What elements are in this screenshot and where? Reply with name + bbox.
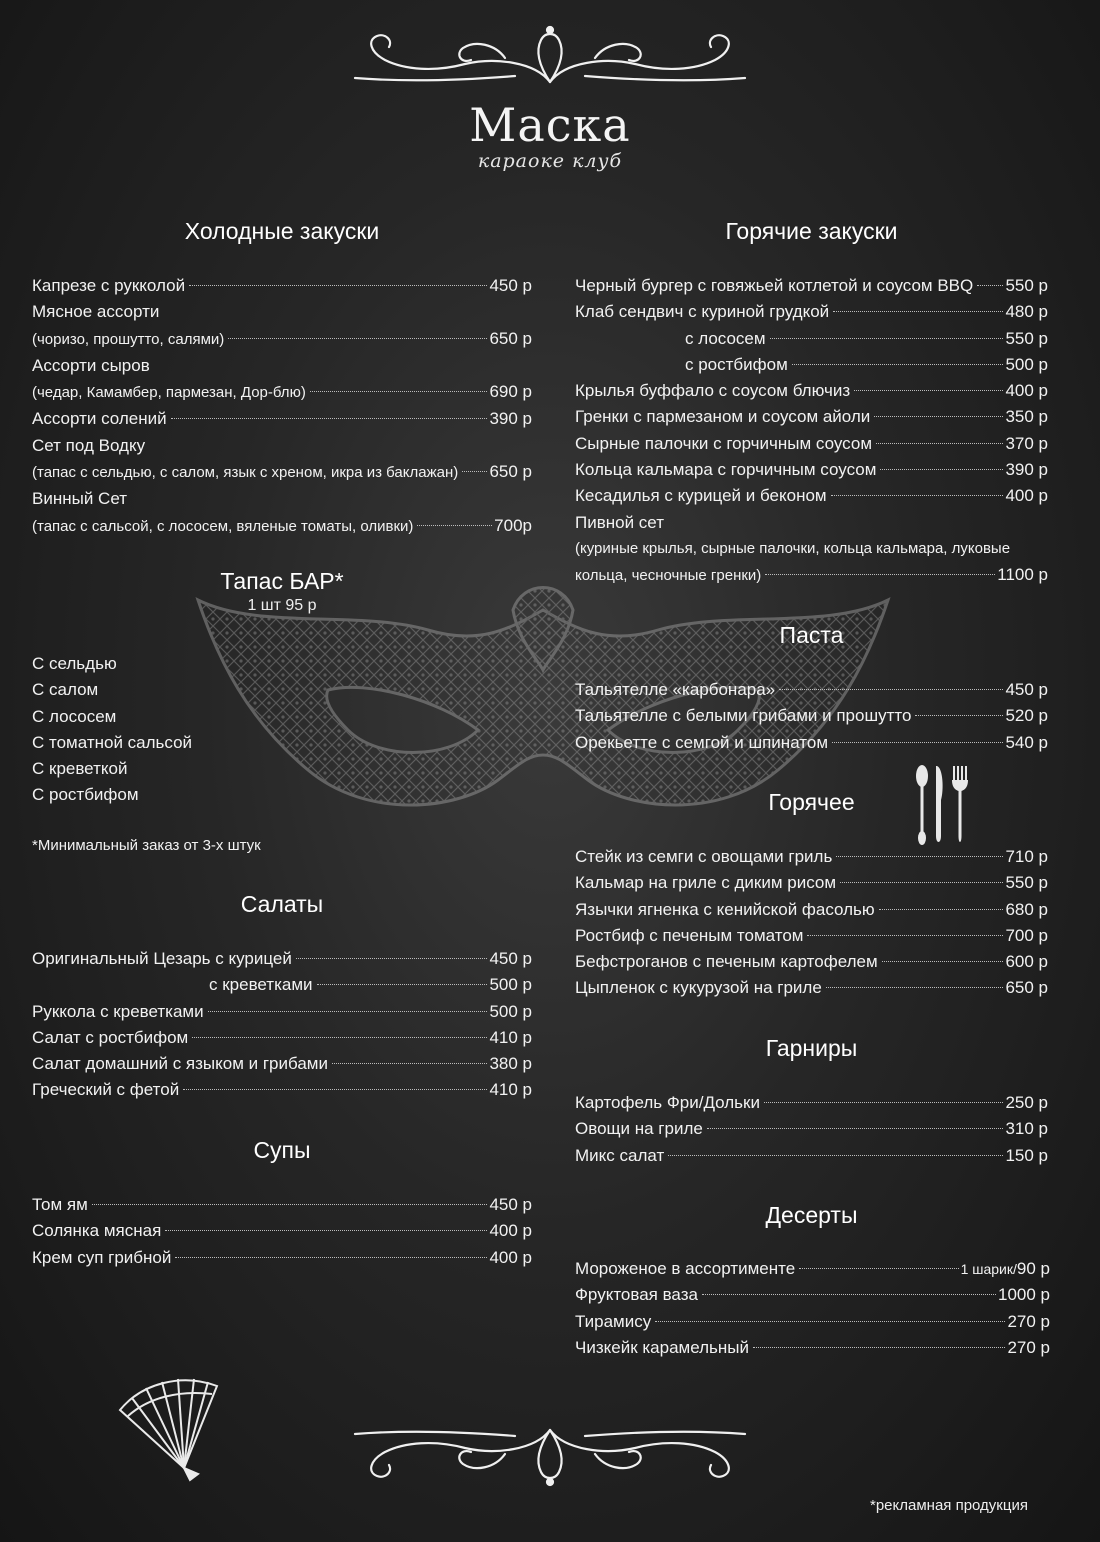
list-item: с ростбифом 500 р [685, 354, 1048, 374]
brand-block [0, 98, 1100, 172]
list-item: С креветкой [32, 759, 128, 779]
list-item: С ростбифом [32, 785, 139, 805]
list-item: С лососем [32, 706, 117, 726]
hot-snacks-heading: Горячие закуски [725, 218, 898, 244]
list-item: Капрезе с рукколой 450 р [32, 276, 532, 295]
list-item: Ростбиф с печеным томатом 700 р [575, 925, 1048, 945]
list-item: Микс салат 150 р [575, 1145, 1048, 1165]
list-item: Гренки с пармезаном и соусом айоли 350 р [575, 407, 1048, 427]
list-item: (чоризо, прошутто, салями) 650 р [32, 328, 532, 348]
list-item: Мясное ассорти [32, 302, 160, 322]
list-item: Фруктовая ваза 1000 р [575, 1285, 1050, 1305]
brand-title: Маска [469, 98, 631, 152]
cold-list [32, 273, 532, 540]
list-item: С сельдью [32, 654, 117, 673]
brand-subtitle: караоке клуб [477, 150, 623, 172]
list-item: Оригинальный Цезарь с курицей 450 р [32, 949, 532, 968]
list-item: Греческий с фетой 410 р [32, 1080, 532, 1100]
hot-heading: Горячее [768, 789, 855, 815]
hot-snacks-list [575, 273, 1048, 590]
pasta-heading: Паста [779, 622, 844, 648]
list-item: Чизкейк карамельный 270 р [575, 1337, 1050, 1357]
list-item: Ассорти сыров [32, 355, 150, 375]
list-item: Кесадилья с курицей и беконом 400 р [575, 486, 1048, 506]
list-item: Том ям 450 р [32, 1195, 532, 1214]
list-item: Тальятелле с белыми грибами и прошутто 520 р [575, 706, 1048, 726]
list-item: Мороженое в ассортименте 1 шарик/90 р [575, 1259, 1050, 1278]
list-item: Салат домашний с языком и грибами 380 р [32, 1054, 532, 1074]
list-item: Крем суп грибной 400 р [32, 1247, 532, 1267]
list-item: (чедар, Камамбер, пармезан, Дор-блю) 690 р [32, 382, 532, 402]
list-item: Цыпленок с кукурузой на гриле 650 р [575, 978, 1048, 998]
desserts-section [575, 1200, 1048, 1230]
list-item: (куриные крылья, сырные палочки, кольца кальмара, луковые [575, 539, 1011, 557]
salads-list [32, 946, 532, 1104]
hot-section [575, 787, 1048, 817]
cold-section [32, 216, 532, 246]
list-item: Стейк из семги с овощами гриль 710 р [575, 847, 1048, 866]
list-item: кольца, чесночные гренки) 1100 р [575, 565, 1048, 585]
list-item: Солянка мясная 400 р [32, 1221, 532, 1241]
sides-list [575, 1090, 1048, 1169]
hot-list [575, 844, 1048, 1002]
tapas-heading: Тапас БАР* [220, 568, 344, 594]
list-item: Ассорти солений 390 р [32, 409, 532, 429]
cutlery-icon [912, 764, 972, 848]
list-item: Кальмар на гриле с диким рисом 550 р [575, 873, 1048, 893]
list-item: с лососем 550 р [685, 328, 1048, 348]
flourish-top-icon [345, 22, 755, 92]
desserts-heading: Десерты [765, 1202, 858, 1228]
list-item: с креветками 500 р [209, 975, 532, 995]
desserts-list [575, 1256, 1050, 1361]
list-item: Овощи на гриле 310 р [575, 1119, 1048, 1139]
tapas-list [32, 651, 532, 809]
soups-list [32, 1192, 532, 1271]
tapas-subheading: 1 шт 95 р [247, 597, 317, 614]
cold-heading: Холодные закуски [184, 218, 380, 244]
list-item: Клаб сендвич с куриной грудкой 480 р [575, 302, 1048, 322]
list-item: Пивной сет [575, 512, 664, 532]
list-item: Сырные палочки с горчичным соусом 370 р [575, 433, 1048, 453]
soups-heading: Супы [253, 1137, 311, 1163]
tapas-section [32, 566, 532, 616]
list-item: Язычки ягненка с кенийской фасолью 680 р [575, 899, 1048, 919]
sides-heading: Гарниры [765, 1035, 858, 1061]
list-item: Крылья буффало с соусом блючиз 400 р [575, 381, 1048, 401]
hot-snacks-section [575, 216, 1048, 246]
sides-section [575, 1033, 1048, 1063]
list-item: (тапас с сальсой, с лососем, вяленые томаты, оливки) 700р [32, 515, 532, 535]
flourish-bottom-icon [345, 1420, 755, 1490]
list-item: (тапас с сельдью, с салом, язык с хреном, икра из баклажан) 650 р [32, 462, 532, 482]
soups-section [32, 1135, 532, 1165]
list-item: Орекьетте с семгой и шпинатом 540 р [575, 732, 1048, 752]
list-item: Бефстроганов с печеным картофелем 600 р [575, 952, 1048, 972]
list-item: Винный Сет [32, 489, 128, 509]
footnote: *рекламная продукция [870, 1497, 1028, 1514]
salads-heading: Салаты [240, 891, 324, 917]
list-item: С томатной сальсой [32, 732, 193, 752]
tapas-note: *Минимальный заказ от 3-х штук [32, 837, 261, 854]
list-item: Сет под Водку [32, 435, 146, 455]
salads-section [32, 889, 532, 919]
list-item: Салат с ростбифом 410 р [32, 1027, 532, 1047]
fan-icon [112, 1368, 222, 1483]
list-item: С салом [32, 680, 99, 700]
pasta-section [575, 620, 1048, 650]
pasta-list [575, 677, 1048, 756]
list-item: Кольца кальмара с горчичным соусом 390 р [575, 460, 1048, 480]
list-item: Черный бургер с говяжьей котлетой и соусом BBQ 550 р [575, 276, 1048, 295]
list-item: Руккола с креветками 500 р [32, 1001, 532, 1021]
list-item: Тальятелле «карбонара» 450 р [575, 680, 1048, 699]
list-item: Тирамису 270 р [575, 1311, 1050, 1331]
list-item: Картофель Фри/Дольки 250 р [575, 1093, 1048, 1112]
